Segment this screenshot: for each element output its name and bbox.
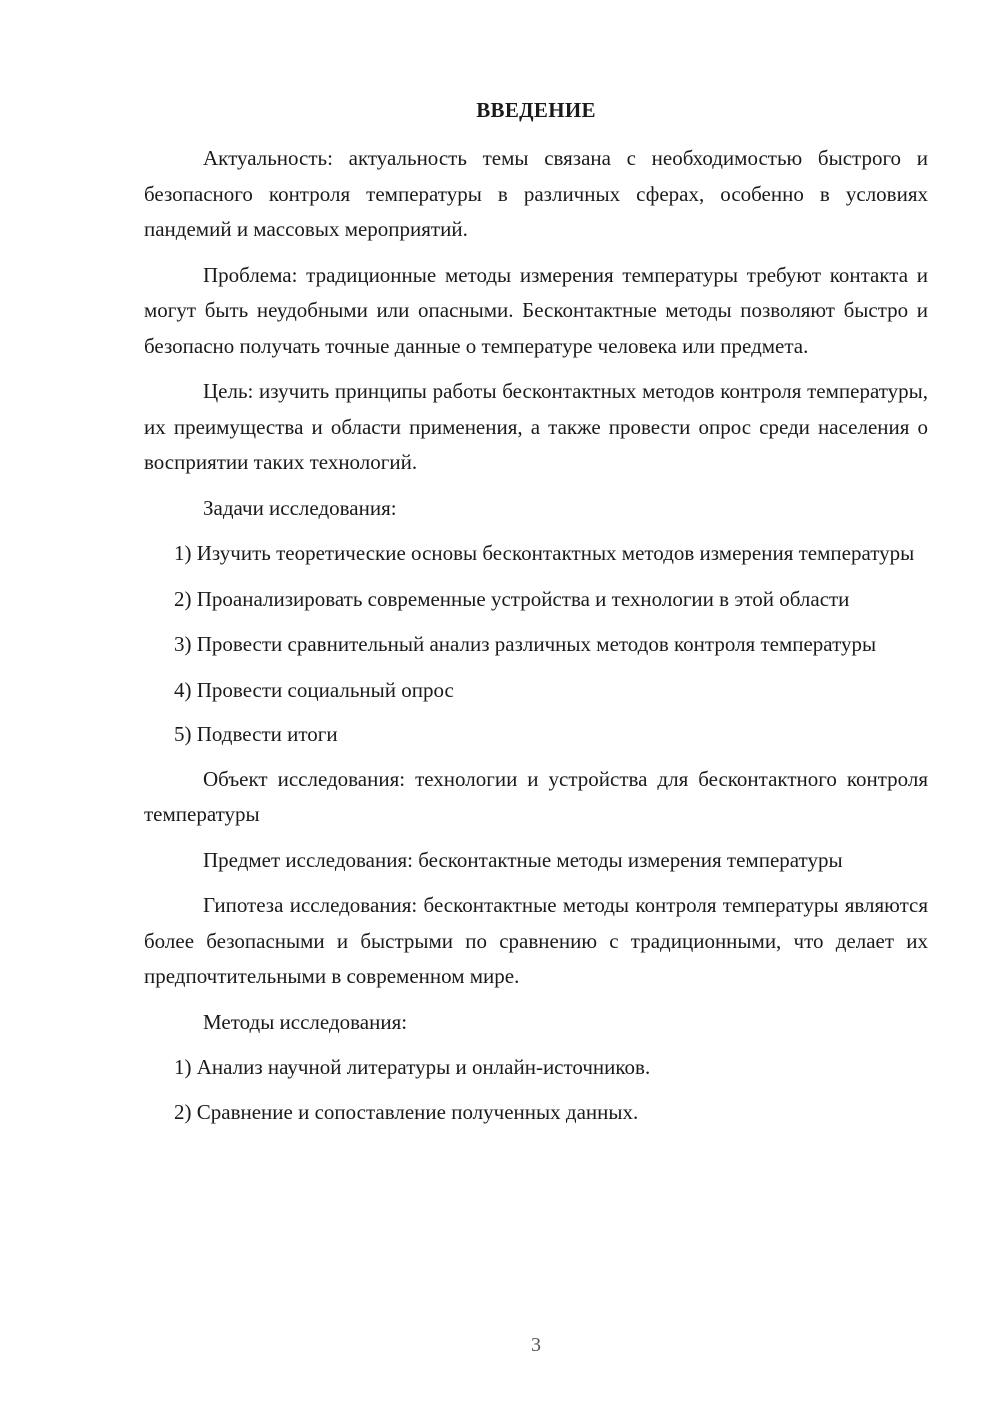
method-item: 2) Сравнение и сопоставление полученных данных. xyxy=(174,1099,639,1124)
task-item: 2) Проанализировать современные устройства и технологии в этой области xyxy=(174,586,850,611)
relevance-paragraph: Актуальность: актуальность темы связана с необходимостью быстрого и безопасного контроля температуры в различных сферах, особенно в условиях пандемий и массовых мероприятий. xyxy=(144,146,928,241)
method-item: 1) Анализ научной литературы и онлайн-источников. xyxy=(174,1055,651,1079)
page-title: ВВЕДЕНИЕ xyxy=(476,98,596,122)
task-item: 1) Изучить теоретические основы бесконтактных методов измерения температуры xyxy=(174,541,915,565)
object-paragraph: Объект исследования: технологии и устройства для бесконтактного контроля температуры xyxy=(144,766,928,826)
goal-paragraph: Цель: изучить принципы работы бесконтактных методов контроля температуры, их преимущества и области применения, а также провести опрос среди населения о восприятии таких технологий. xyxy=(144,379,928,474)
page-number: 3 xyxy=(531,1334,541,1356)
subject-paragraph: Предмет исследования: бесконтактные методы измерения температуры xyxy=(203,847,843,872)
tasks-heading: Задачи исследования: xyxy=(203,495,397,520)
task-item: 4) Провести социальный опрос xyxy=(174,677,454,702)
hypothesis-paragraph: Гипотеза исследования: бесконтактные методы контроля температуры являются более безопасными и быстрыми по сравнению с традиционными, что делает их предпочтительными в современном мире. xyxy=(144,893,928,988)
task-item: 3) Провести сравнительный анализ различных методов контроля температуры xyxy=(174,632,877,656)
problem-paragraph: Проблема: традиционные методы измерения температуры требуют контакта и могут быть неудобными или опасными. Бесконтактные методы позволяют быстро и безопасно получать точные данные о температуре человека или предмета. xyxy=(144,262,928,358)
methods-heading: Методы исследования: xyxy=(203,1009,408,1034)
task-item: 5) Подвести итоги xyxy=(174,722,338,746)
document-body xyxy=(144,141,928,1139)
